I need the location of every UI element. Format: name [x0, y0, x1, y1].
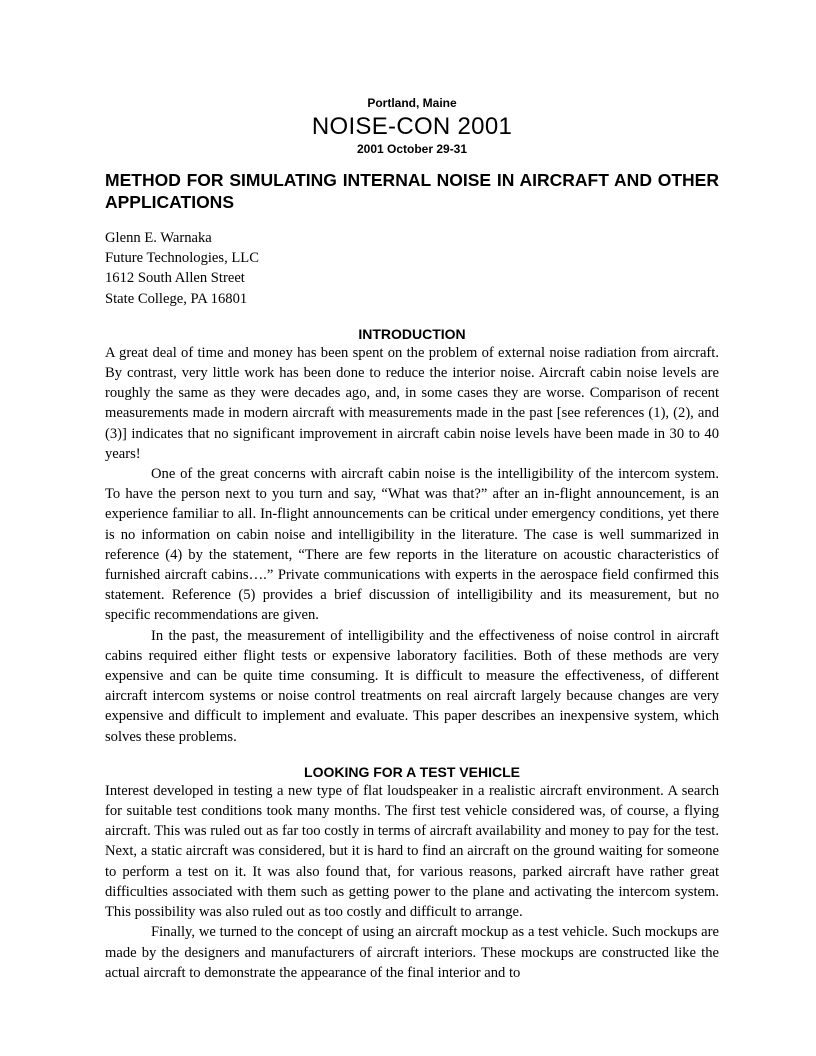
author-city: State College, PA 16801 [105, 290, 248, 307]
body-paragraph: Finally, we turned to the concept of using an aircraft mockup as a test vehicle. Such mockups are made by the designers and manufacturers of aircraft interiors. These mockups are constructed like the actual aircraft to demonstrate the appearance of the final interior and to [105, 924, 719, 981]
body-paragraph: In the past, the measurement of intelligibility and the effectiveness of noise control in aircraft cabins required either flight tests or expensive laboratory facilities. Both of these methods are very expensive and can be quite time consuming. It is difficult to measure the effectiveness, of different aircraft intercom systems or noise control treatments on real aircraft largely because changes are very expensive and difficult to implement and evaluate. This paper describes an inexpensive system, which solves these problems. [105, 627, 719, 745]
body-paragraph: Interest developed in testing a new type of flat loudspeaker in a realistic aircraft environment. A search for suitable test conditions took many months. The first test vehicle considered was, of course, a flying aircraft. This was ruled out as far too costly in terms of aircraft availability and money to pay for the test. Next, a static aircraft was considered, but it is hard to find an aircraft on the ground waiting for someone to perform a test on it. It was also found that, for various reasons, parked aircraft have rather great difficulties associated with them such as getting power to the plane and activating the intercom system. This possibility was also ruled out as too costly and difficult to arrange. [105, 782, 719, 921]
author-name: Glenn E. Warnaka [105, 230, 212, 246]
paper-title: METHOD FOR SIMULATING INTERNAL NOISE IN AIRCRAFT AND OTHER APPLICATIONS [105, 170, 719, 212]
body-paragraph: One of the great concerns with aircraft cabin noise is the intelligibility of the intercom system. To have the person next to you turn and say, “What was that?” after an in-flight announcement, is an experience familiar to all. In-flight announcements can be critical under emergency conditions, yet there is no information on cabin noise and intelligibility in the literature. The case is well summarized in reference (4) by the statement, “There are few reports in the literature on acoustic characteristics of furnished aircraft cabins….” Private communications with experts in the aerospace field confirmed this statement. Reference (5) provides a brief discussion of intelligibility and its measurement, but no specific recommendations are given. [105, 466, 719, 624]
conference-name: NOISE-CON 2001 [311, 113, 513, 140]
author-block [105, 228, 719, 309]
section-heading-test-vehicle: LOOKING FOR A TEST VEHICLE [304, 763, 520, 780]
section-heading-introduction: INTRODUCTION [358, 325, 466, 342]
paper-page [105, 96, 719, 983]
conference-date: 2001 October 29-31 [356, 142, 468, 156]
author-organization: Future Technologies, LLC [105, 250, 259, 267]
author-street: 1612 South Allen Street [105, 270, 245, 287]
body-paragraph: A great deal of time and money has been spent on the problem of external noise radiation from aircraft. By contrast, very little work has been done to reduce the interior noise. Aircraft cabin noise levels are roughly the same as they were decades ago, and, in some cases they are worse. Comparison of recent measurements made in modern aircraft with measurements made in the past [see references (1), (2), and (3)] indicates that no significant improvement in aircraft cabin noise levels have been made in 30 to 40 years! [105, 344, 719, 462]
conference-location: Portland, Maine [367, 96, 457, 110]
